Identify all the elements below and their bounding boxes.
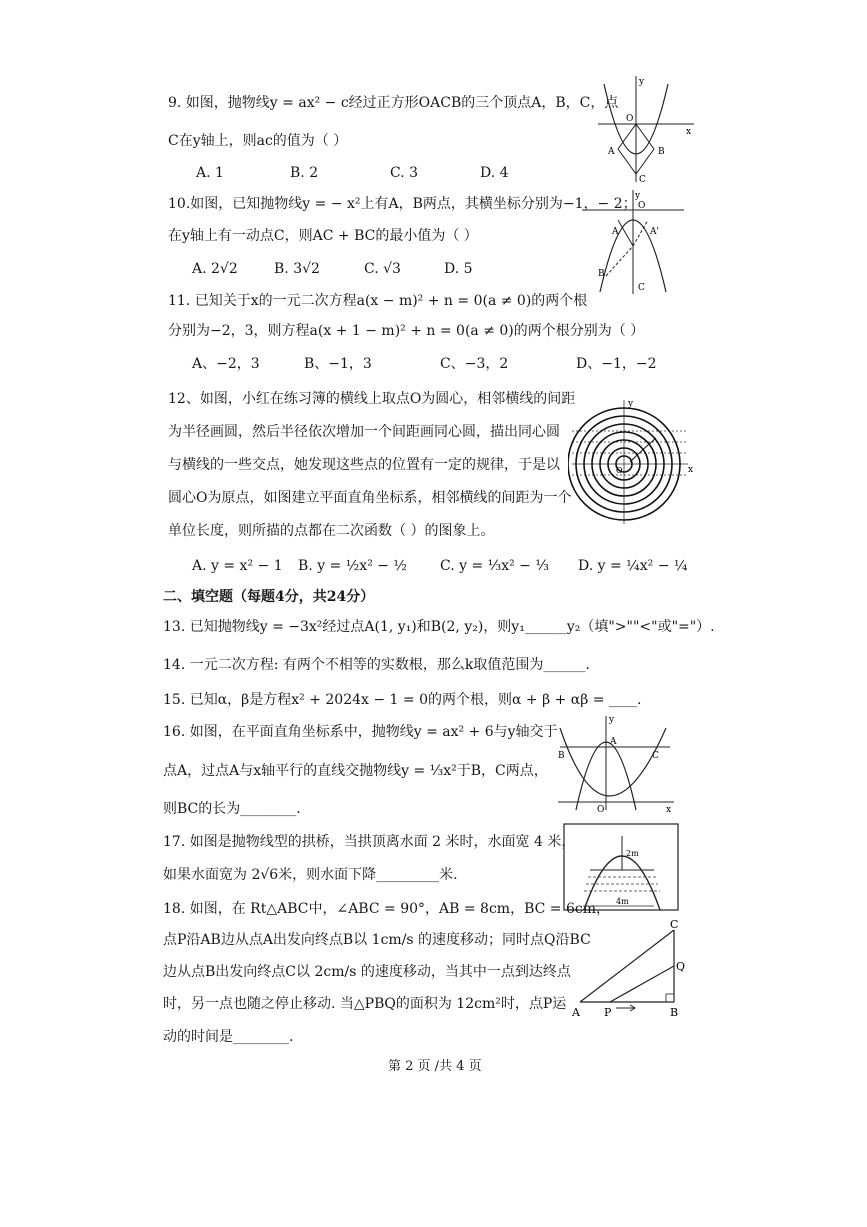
q16-figure [556,714,676,814]
q9-fig-c-label: C [639,175,646,184]
q9-line2: C在y轴上，则ac的值为（ ） [168,133,348,149]
q9-fig-y-label: y [639,77,645,87]
q15-text: 15. 已知α，β是方程x² + 2024x − 1 = 0的两个根，则α + β + αβ = ____. [163,692,642,708]
q10-line1: 10.如图，已知抛物线y = − x²上有A，B两点，其横坐标分别为−1，− 2； [168,196,637,212]
q18-fig-q-label: Q [676,960,686,973]
q12-line3: 与横线的一些交点，她发现这些点的位置有一定的规律，于是以 [168,457,560,473]
q16-fig-x-label: x [666,805,672,814]
q18-fig-c-label: C [670,918,679,931]
q18-line4: 时，另一点也随之停止移动. 当△PBQ的面积为 12cm²时，点P运 [163,996,567,1012]
q10-option-c: C. √3 [364,261,401,277]
q11-option-c: C、−3，2 [440,356,509,372]
q9-fig-o-label: O [626,114,634,124]
q17-fig-height-label: 2m [626,849,639,858]
q16-fig-b-label: B [558,751,565,761]
q13-text: 13. 已知抛物线y = −3x²经过点A(1, y₁)和B(2, y₂)，则y₁______y₂（填">""<"或"="）. [163,619,715,635]
q12-line2: 为半径画圆，然后半径依次增加一个间距画同心圆，描出同心圆 [168,424,560,440]
q12-option-b: B. y = ½x² − ½ [298,558,408,574]
section-2-heading: 二、填空题（每题4分，共24分） [163,589,375,605]
q10-option-a: A. 2√2 [192,261,238,277]
q9-option-a: A. 1 [196,165,224,181]
q9-fig-x-label: x [686,127,692,137]
q11-option-d: D、−1，−2 [576,356,657,372]
q10-fig-c-label: C [638,283,645,293]
q16-fig-c-label: C [652,751,659,761]
q11-option-b: B、−1，3 [304,356,372,372]
q16-line1: 16. 如图，在平面直角坐标系中，抛物线y = ax² + 6与y轴交于 [163,724,558,740]
q18-line3: 边从点B出发向终点C以 2cm/s 的速度移动，当其中一点到达终点 [163,964,571,980]
q16-fig-o-label: O [597,805,605,814]
q9-option-b: B. 2 [290,165,319,181]
q12-fig-o-label: O [616,466,623,475]
q11-line1: 11. 已知关于x的一元二次方程a(x − m)² + n = 0(a ≠ 0)的两个根 [168,293,588,309]
q10-fig-b-label: B [598,269,605,279]
q10-fig-a2-label: A' [650,227,659,237]
q16-line3: 则BC的长为________. [163,801,301,817]
q12-fig-x-label: x [688,465,694,475]
q18-fig-p-label: P [604,1006,612,1018]
q17-fig-width-label: 4m [616,897,629,906]
q11-option-a: A、−2，3 [192,356,260,372]
q10-line2: 在y轴上有一动点C，则AC + BC的最小值为（ ） [168,228,478,244]
q9-fig-b-label: B [658,147,665,157]
q18-fig-a-label: A [572,1006,580,1018]
q18-line2: 点P沿AB边从点A出发向终点B以 1cm/s 的速度移动；同时点Q沿BC [163,932,591,948]
q16-fig-y-label: y [609,715,615,725]
q12-option-a: A. y = x² − 1 [192,558,283,574]
q18-fig-b-label: B [670,1006,679,1018]
q10-fig-o-label: O [638,201,646,211]
q10-fig-a-label: A [612,227,619,237]
q18-line1: 18. 如图，在 Rt△ABC中，∠ABC = 90°，AB = 8cm，BC = 6cm， [163,901,610,917]
q12-option-d: D. y = ¼x² − ¼ [578,558,688,574]
page-footer: 第 2 页 /共 4 页 [388,1059,482,1074]
q17-line1: 17. 如图是抛物线型的拱桥，当拱顶离水面 2 米时，水面宽 4 米， [163,834,576,850]
q9-line1: 9. 如图，抛物线y = ax² − c经过正方形OACB的三个顶点A，B，C，点 [168,95,619,111]
q12-line1: 12、如图，小红在练习簿的横线上取点O为圆心，相邻横线的间距 [168,391,576,407]
q12-fig-y-label: y [628,399,634,409]
q9-option-d: D. 4 [480,165,509,181]
q14-text: 14. 一元二次方程: 有两个不相等的实数根，那么k取值范围为______. [163,657,590,673]
q12-figure [568,396,698,526]
q16-fig-a-label: A [610,737,617,747]
q16-line2: 点A，过点A与x轴平行的直线交抛物线y = ⅓x²于B，C两点， [163,763,548,779]
q9-figure [596,74,696,184]
q12-option-c: C. y = ⅓x² − ⅓ [440,558,549,574]
q12-line4: 圆心O为原点，如图建立平面直角坐标系，相邻横线的间距为一个 [168,490,572,506]
q17-line2: 如果水面宽为 2√6米，则水面下降_________米. [163,867,458,883]
q9-option-c: C. 3 [390,165,419,181]
q10-figure [578,188,688,296]
q10-option-b: B. 3√2 [274,261,320,277]
q10-fig-y-label: y [635,191,641,201]
q9-fig-a-label: A [608,147,615,157]
q18-line5: 动的时间是________. [163,1029,294,1045]
q11-line2: 分别为−2，3，则方程a(x + 1 − m)² + n = 0(a ≠ 0)的两个根分别为（ ） [168,323,645,339]
q12-line5: 单位长度，则所描的点都在二次函数（ ）的图象上。 [168,523,495,539]
q18-figure [570,918,690,1018]
q10-option-d: D. 5 [444,261,473,277]
